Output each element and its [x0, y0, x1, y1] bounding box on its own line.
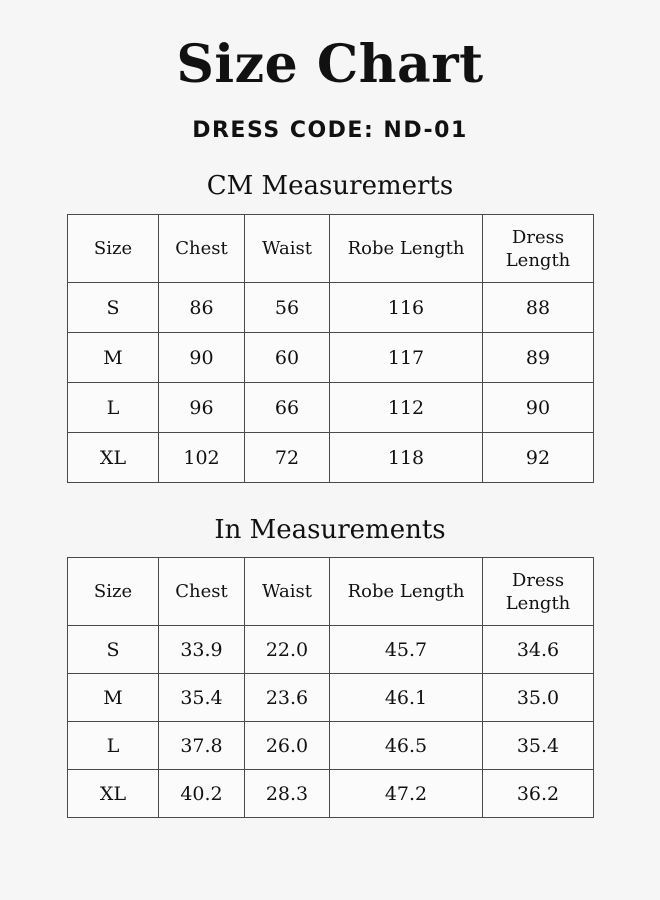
cell-chest: 35.4 [159, 674, 245, 722]
cell-chest: 102 [159, 433, 245, 483]
cell-chest: 86 [159, 283, 245, 333]
table-row [68, 333, 594, 383]
header-dress-length: Dress Length [483, 558, 594, 626]
table-row [68, 626, 594, 674]
cell-chest: 33.9 [159, 626, 245, 674]
cell-dress-length: 90 [483, 383, 594, 433]
cell-waist: 22.0 [245, 626, 330, 674]
table-header-row [68, 215, 594, 283]
cell-dress-length: 34.6 [483, 626, 594, 674]
cell-dress-length: 35.4 [483, 722, 594, 770]
header-dress-length: Dress Length [483, 215, 594, 283]
cell-robe-length: 116 [330, 283, 483, 333]
cell-robe-length: 46.1 [330, 674, 483, 722]
cm-measurements-table [67, 214, 594, 483]
cell-waist: 66 [245, 383, 330, 433]
cell-chest: 96 [159, 383, 245, 433]
cell-waist: 28.3 [245, 770, 330, 818]
in-measurements-table [67, 557, 594, 818]
header-chest: Chest [159, 215, 245, 283]
cell-waist: 23.6 [245, 674, 330, 722]
cell-size: XL [68, 770, 159, 818]
cell-size: S [68, 626, 159, 674]
in-section-title: In Measurements [214, 515, 446, 545]
cell-size: XL [68, 433, 159, 483]
cell-size: L [68, 722, 159, 770]
cell-size: S [68, 283, 159, 333]
header-chest: Chest [159, 558, 245, 626]
cell-waist: 60 [245, 333, 330, 383]
cell-chest: 37.8 [159, 722, 245, 770]
cell-size: M [68, 333, 159, 383]
cell-dress-length: 92 [483, 433, 594, 483]
cell-waist: 56 [245, 283, 330, 333]
table-row [68, 283, 594, 333]
cell-dress-length: 88 [483, 283, 594, 333]
table-row [68, 383, 594, 433]
header-waist: Waist [245, 558, 330, 626]
page-title: Size Chart [176, 34, 484, 95]
cell-chest: 90 [159, 333, 245, 383]
cell-waist: 26.0 [245, 722, 330, 770]
cell-robe-length: 47.2 [330, 770, 483, 818]
cell-chest: 40.2 [159, 770, 245, 818]
cell-robe-length: 112 [330, 383, 483, 433]
table-row [68, 770, 594, 818]
header-waist: Waist [245, 215, 330, 283]
cell-size: L [68, 383, 159, 433]
cell-robe-length: 118 [330, 433, 483, 483]
cell-dress-length: 89 [483, 333, 594, 383]
table-row [68, 722, 594, 770]
cell-robe-length: 45.7 [330, 626, 483, 674]
header-robe-length: Robe Length [330, 215, 483, 283]
cm-section-title: CM Measuremerts [206, 171, 454, 201]
header-size: Size [68, 215, 159, 283]
cell-size: M [68, 674, 159, 722]
cell-dress-length: 35.0 [483, 674, 594, 722]
header-robe-length: Robe Length [330, 558, 483, 626]
table-row [68, 674, 594, 722]
table-header-row [68, 558, 594, 626]
table-row [68, 433, 594, 483]
header-size: Size [68, 558, 159, 626]
dress-code: DRESS CODE: ND-01 [192, 118, 468, 143]
cell-robe-length: 117 [330, 333, 483, 383]
cell-waist: 72 [245, 433, 330, 483]
cell-dress-length: 36.2 [483, 770, 594, 818]
cell-robe-length: 46.5 [330, 722, 483, 770]
